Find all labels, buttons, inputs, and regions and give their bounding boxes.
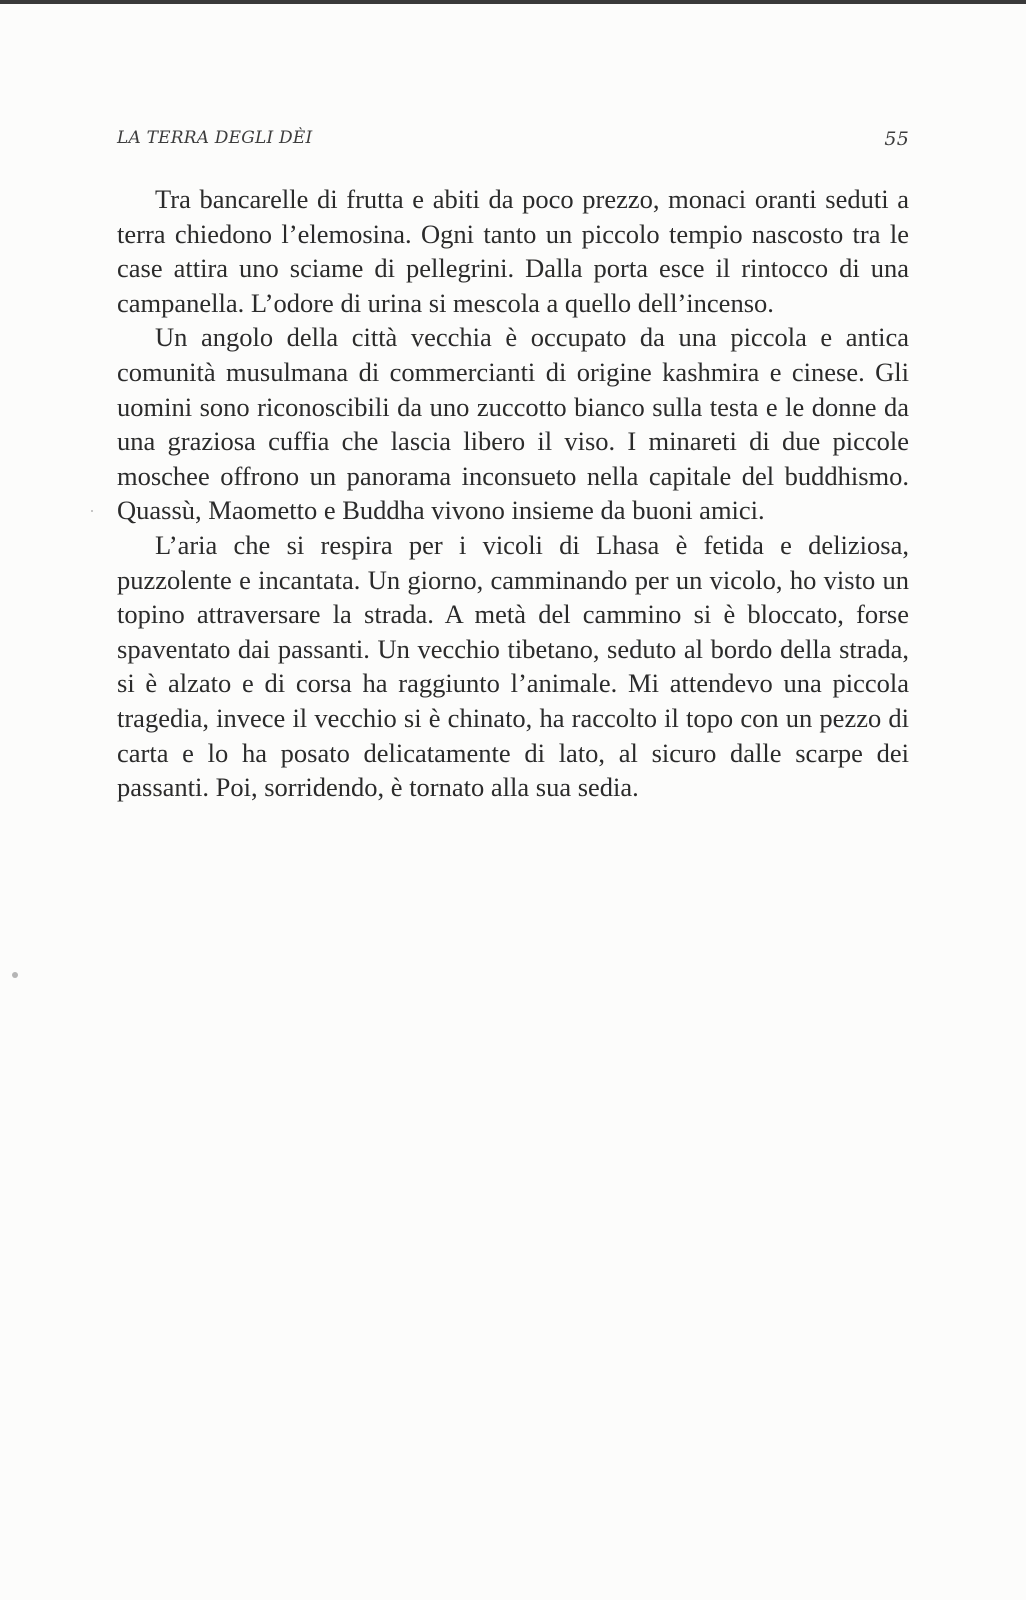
paragraph: Un angolo della città vecchia è occupato da una piccola e antica comunità musulmana di commercianti di origine kashmira e cinese. Gli uomini sono riconoscibili da uno zuccotto bianco sulla testa e le donne da una graziosa cuffia che lascia libero il viso. I minareti di due piccole moschee offrono un panorama inconsueto nella capitale del buddhismo. Quassù, Maometto e Buddha vivono insieme da buoni amici. (117, 322, 909, 526)
body-text (117, 182, 909, 805)
running-title: LA TERRA DEGLI DÈI (117, 128, 313, 148)
page-number: 55 (884, 128, 909, 150)
paragraph: L’aria che si respira per i vicoli di Lhasa è fetida e deliziosa, puzzolente e incantata. Un giorno, camminando per un vicolo, ho visto un topino attraversare la strada. A metà del cammino si è bloccato, forse spaventato dai passanti. Un vecchio tibetano, seduto al bordo della strada, si è alzato e di corsa ha raggiunto l’animale. Mi attendevo una piccola tragedia, invece il vecchio si è chinato, ha raccolto il topo con un pezzo di carta e lo ha posato delicatamente di lato, al sicuro dalle scarpe dei passanti. Poi, sorridendo, è tornato alla sua sedia. (117, 529, 909, 803)
running-head (117, 128, 909, 154)
scan-speck (12, 972, 18, 978)
page-top-edge (0, 0, 1026, 4)
scan-speck (91, 510, 93, 512)
paragraph: Tra bancarelle di frutta e abiti da poco prezzo, monaci oranti seduti a terra chiedono l’elemosina. Ogni tanto un piccolo tempio nascosto tra le case attira uno sciame di pellegrini. Dalla porta esce il rintocco di una campanella. L’odore di urina si mescola a quello dell’incenso. (117, 184, 909, 318)
